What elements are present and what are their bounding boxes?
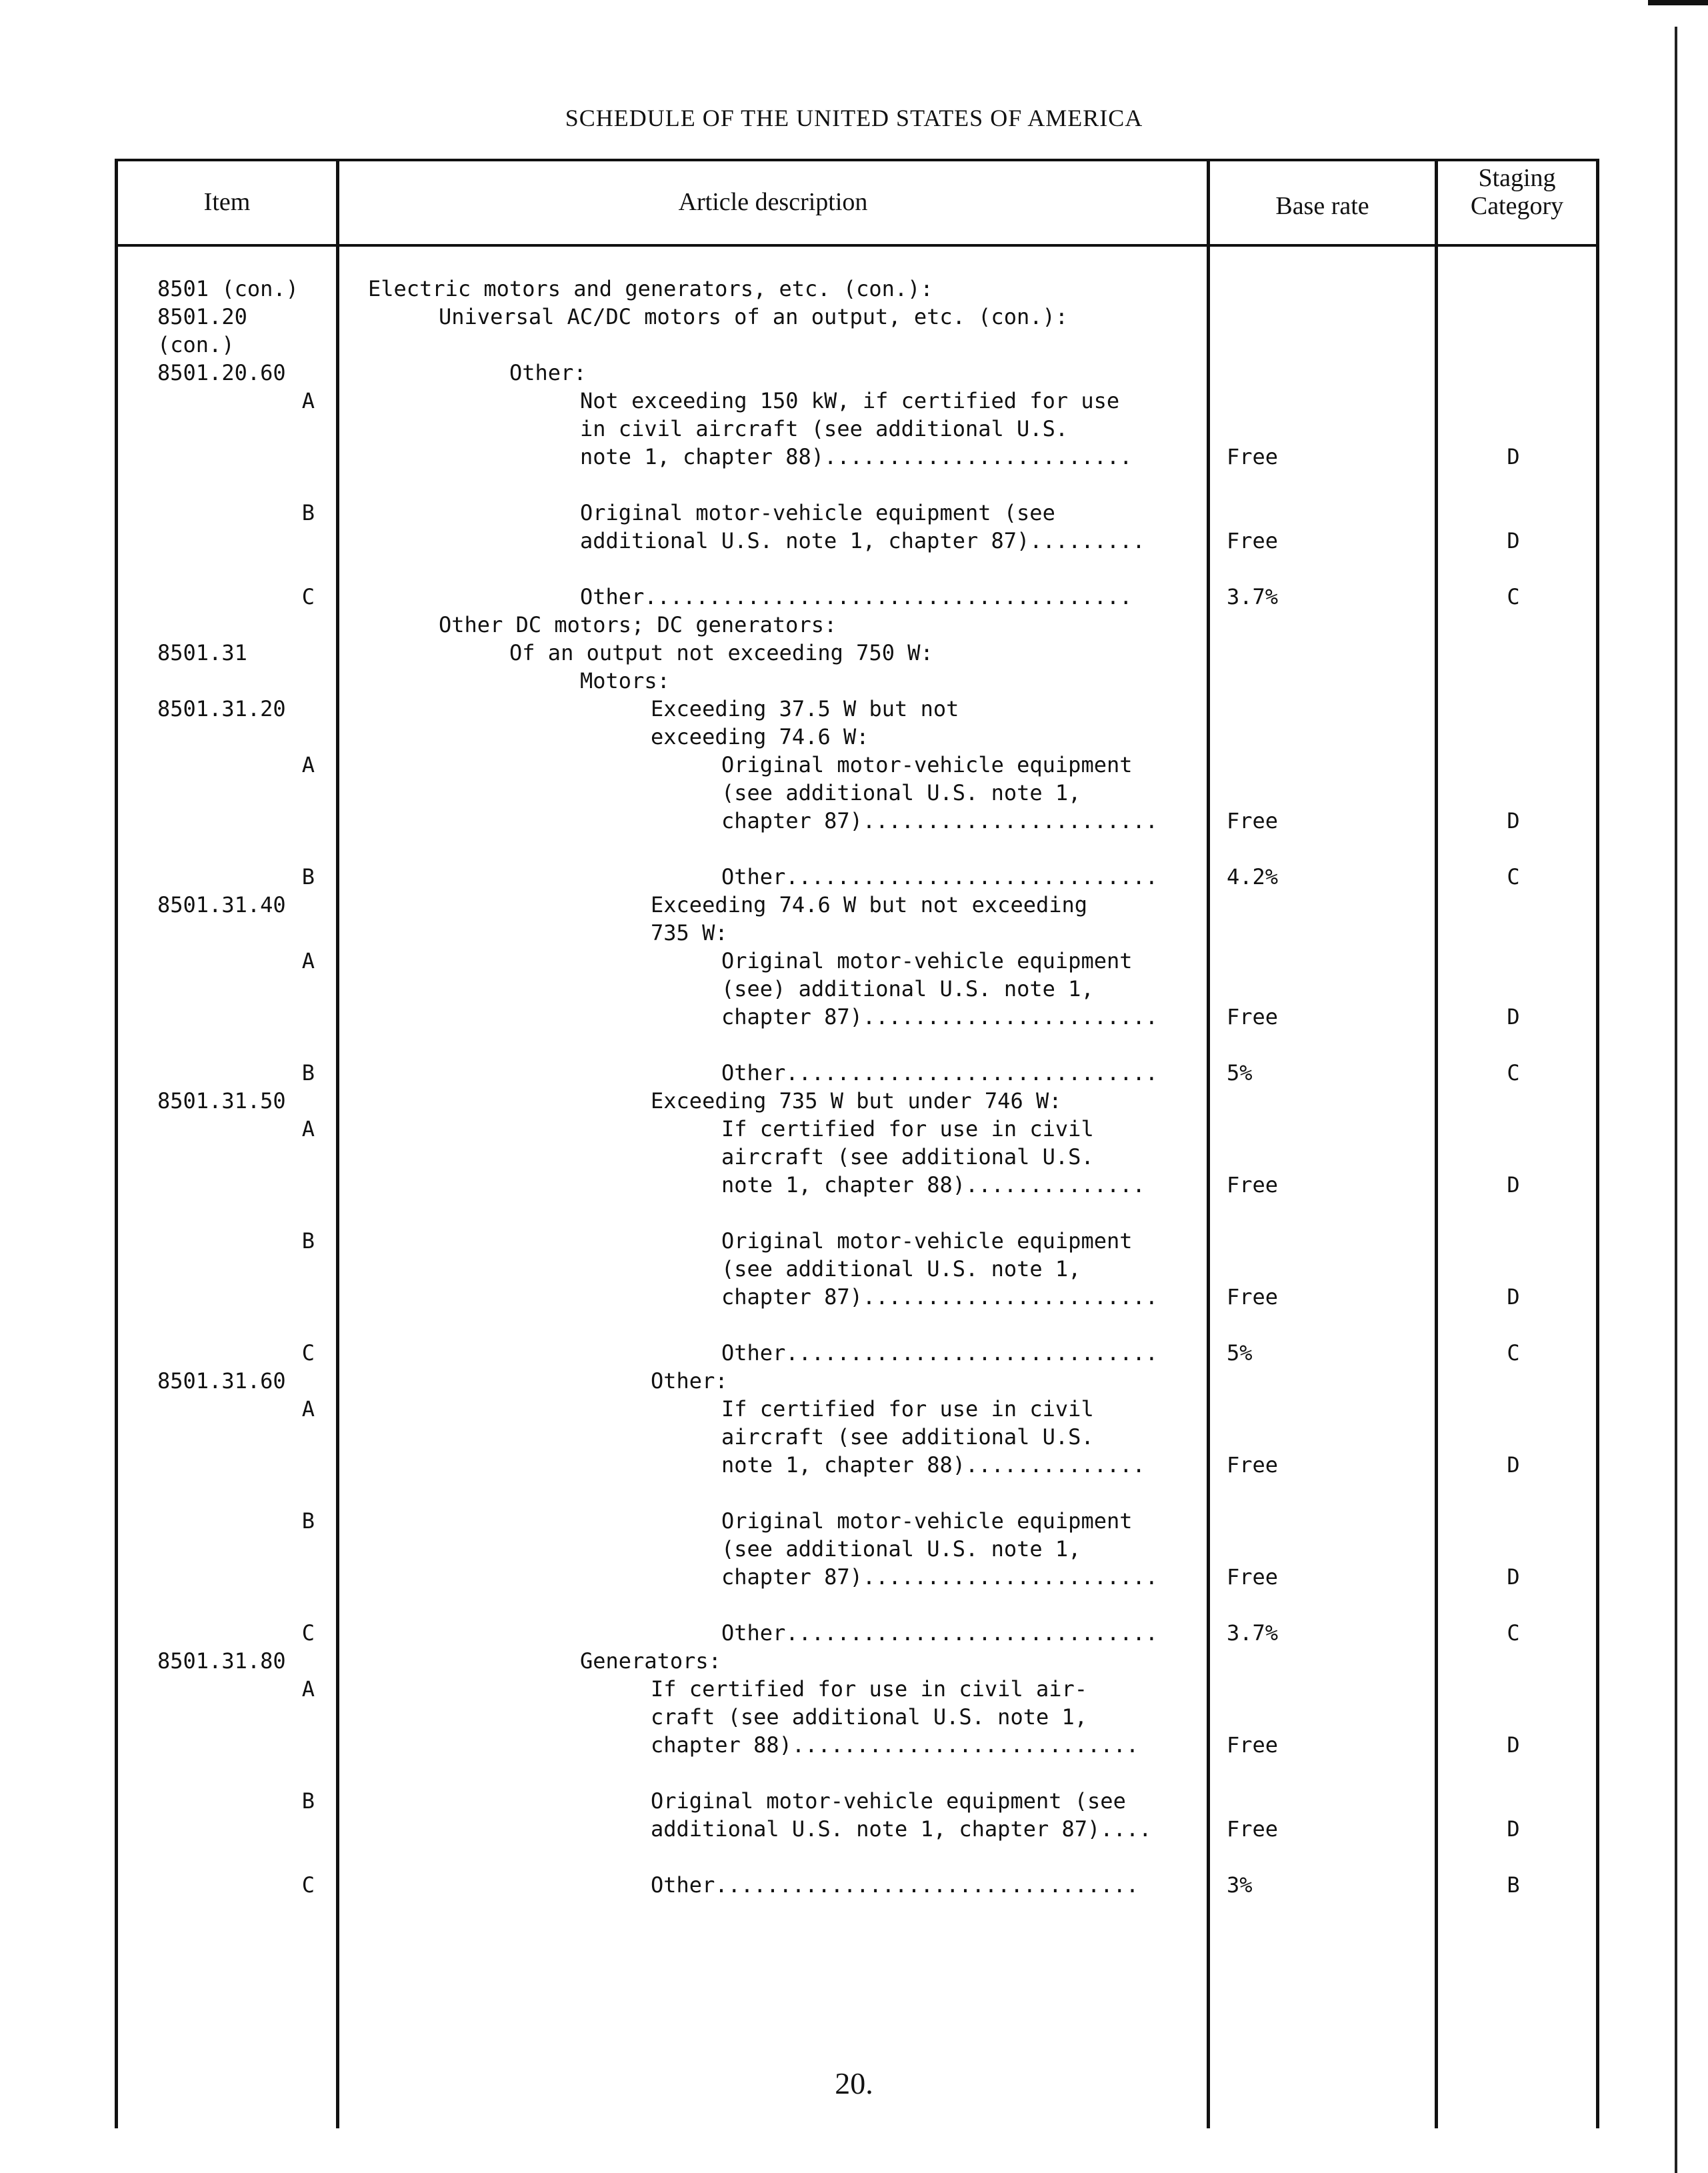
staging-category: B xyxy=(1507,1872,1520,1898)
article-description: Original motor-vehicle equipment xyxy=(721,1228,1133,1254)
item-code: B xyxy=(301,500,315,525)
base-rate: 5% xyxy=(1227,1060,1253,1085)
article-description: Other: xyxy=(651,1368,728,1394)
base-rate: 3% xyxy=(1227,1872,1253,1898)
item-code: 8501.31.60 xyxy=(157,1368,286,1394)
item-code: C xyxy=(301,1340,315,1366)
base-rate: Free xyxy=(1227,1172,1279,1198)
base-rate: Free xyxy=(1227,1452,1279,1478)
column-divider-rate xyxy=(1435,159,1438,2128)
scan-corner-mark xyxy=(1648,0,1708,5)
article-description: If certified for use in civil air- xyxy=(651,1676,1088,1702)
item-code: 8501.31 xyxy=(157,640,247,665)
item-code: C xyxy=(301,1620,315,1646)
item-code: A xyxy=(301,388,315,413)
article-description: chapter 88)........................... xyxy=(651,1732,1139,1758)
staging-category: C xyxy=(1507,1060,1520,1085)
item-code: 8501.31.40 xyxy=(157,892,286,917)
article-description: Original motor-vehicle equipment xyxy=(721,752,1133,777)
article-description: Electric motors and generators, etc. (con.): xyxy=(368,276,933,301)
article-description: Other............................. xyxy=(721,864,1159,889)
article-description: Original motor-vehicle equipment (see xyxy=(651,1788,1126,1814)
base-rate: 5% xyxy=(1227,1340,1253,1366)
table-right-border xyxy=(1596,159,1599,2128)
column-header-description: Article description xyxy=(678,188,868,216)
article-description: Other............................. xyxy=(721,1340,1159,1366)
item-code: B xyxy=(301,1788,315,1814)
article-description: additional U.S. note 1, chapter 87)......... xyxy=(580,528,1145,553)
base-rate: Free xyxy=(1227,528,1279,553)
article-description: Universal AC/DC motors of an output, etc. (con.): xyxy=(439,304,1069,329)
staging-category: C xyxy=(1507,584,1520,609)
item-code: 8501 (con.) xyxy=(157,276,299,301)
item-code: C xyxy=(301,1872,315,1898)
base-rate: Free xyxy=(1227,1284,1279,1310)
item-code: B xyxy=(301,864,315,889)
staging-category: D xyxy=(1507,1172,1520,1198)
base-rate: 3.7% xyxy=(1227,1620,1279,1646)
item-code: A xyxy=(301,1676,315,1702)
article-description: (see additional U.S. note 1, xyxy=(721,780,1081,805)
article-description: in civil aircraft (see additional U.S. xyxy=(580,416,1069,441)
item-code: A xyxy=(301,948,315,973)
staging-category: C xyxy=(1507,1340,1520,1366)
staging-category: D xyxy=(1507,444,1520,469)
base-rate: Free xyxy=(1227,808,1279,833)
article-description: Original motor-vehicle equipment xyxy=(721,1508,1133,1534)
staging-category: D xyxy=(1507,1732,1520,1758)
item-code: (con.) xyxy=(157,332,235,357)
staging-category: D xyxy=(1507,1452,1520,1478)
item-code: 8501.20 xyxy=(157,304,247,329)
article-description: aircraft (see additional U.S. xyxy=(721,1144,1094,1170)
item-code: 8501.31.50 xyxy=(157,1088,286,1114)
article-description: Other DC motors; DC generators: xyxy=(439,612,837,637)
item-code: B xyxy=(301,1508,315,1534)
article-description: aircraft (see additional U.S. xyxy=(721,1424,1094,1450)
article-description: additional U.S. note 1, chapter 87).... xyxy=(651,1816,1152,1842)
base-rate: 3.7% xyxy=(1227,584,1279,609)
item-code: A xyxy=(301,752,315,777)
article-description: Exceeding 37.5 W but not xyxy=(651,696,959,721)
base-rate: Free xyxy=(1227,1732,1279,1758)
page-title: SCHEDULE OF THE UNITED STATES OF AMERICA xyxy=(565,105,1143,131)
base-rate: Free xyxy=(1227,1816,1279,1842)
article-description: Original motor-vehicle equipment (see xyxy=(580,500,1055,525)
column-divider-item xyxy=(336,159,339,2128)
article-description: (see) additional U.S. note 1, xyxy=(721,976,1094,1001)
article-description: 735 W: xyxy=(651,920,728,945)
article-description: note 1, chapter 88).............. xyxy=(721,1172,1145,1198)
item-code: B xyxy=(301,1060,315,1085)
article-description: note 1, chapter 88).............. xyxy=(721,1452,1145,1478)
article-description: chapter 87)....................... xyxy=(721,1564,1159,1590)
item-code: B xyxy=(301,1228,315,1254)
article-description: Original motor-vehicle equipment xyxy=(721,948,1133,973)
base-rate: Free xyxy=(1227,1564,1279,1590)
item-code: A xyxy=(301,1396,315,1422)
article-description: Other...................................... xyxy=(580,584,1133,609)
staging-category: C xyxy=(1507,864,1520,889)
base-rate: 4.2% xyxy=(1227,864,1279,889)
article-description: craft (see additional U.S. note 1, xyxy=(651,1704,1088,1730)
article-description: Generators: xyxy=(580,1648,721,1674)
article-description: chapter 87)....................... xyxy=(721,1284,1159,1310)
item-code: C xyxy=(301,584,315,609)
article-description: Of an output not exceeding 750 W: xyxy=(509,640,933,665)
item-code: 8501.31.20 xyxy=(157,696,286,721)
staging-category: D xyxy=(1507,528,1520,553)
base-rate: Free xyxy=(1227,444,1279,469)
article-description: If certified for use in civil xyxy=(721,1396,1094,1422)
article-description: Other................................. xyxy=(651,1872,1139,1898)
page-number: 20. xyxy=(835,2066,873,2100)
column-header-base-rate: Base rate xyxy=(1275,192,1369,220)
column-header-staging-line2: Category xyxy=(1470,192,1564,220)
article-description: chapter 87)....................... xyxy=(721,1004,1159,1029)
article-description: Not exceeding 150 kW, if certified for use xyxy=(580,388,1120,413)
article-description: Other............................. xyxy=(721,1060,1159,1085)
staging-category: D xyxy=(1507,1004,1520,1029)
column-divider-description xyxy=(1207,159,1210,2128)
article-description: note 1, chapter 88)........................ xyxy=(580,444,1133,469)
article-description: (see additional U.S. note 1, xyxy=(721,1256,1081,1282)
column-header-staging xyxy=(1438,164,1596,220)
base-rate: Free xyxy=(1227,1004,1279,1029)
table-left-border xyxy=(115,159,118,2128)
article-description: exceeding 74.6 W: xyxy=(651,724,869,749)
scan-edge-line xyxy=(1675,27,1677,2173)
article-description: Other............................. xyxy=(721,1620,1159,1646)
article-description: Other: xyxy=(509,360,587,385)
article-description: Exceeding 735 W but under 746 W: xyxy=(651,1088,1062,1114)
article-description: If certified for use in civil xyxy=(721,1116,1094,1142)
item-code: A xyxy=(301,1116,315,1142)
column-header-staging-line1: Staging xyxy=(1478,164,1556,192)
item-code: 8501.31.80 xyxy=(157,1648,286,1674)
article-description: Motors: xyxy=(580,668,670,693)
staging-category: D xyxy=(1507,808,1520,833)
staging-category: D xyxy=(1507,1816,1520,1842)
article-description: (see additional U.S. note 1, xyxy=(721,1536,1081,1562)
staging-category: C xyxy=(1507,1620,1520,1646)
article-description: Exceeding 74.6 W but not exceeding xyxy=(651,892,1088,917)
staging-category: D xyxy=(1507,1564,1520,1590)
item-code: 8501.20.60 xyxy=(157,360,286,385)
staging-category: D xyxy=(1507,1284,1520,1310)
column-header-item: Item xyxy=(203,188,251,216)
article-description: chapter 87)....................... xyxy=(721,808,1159,833)
